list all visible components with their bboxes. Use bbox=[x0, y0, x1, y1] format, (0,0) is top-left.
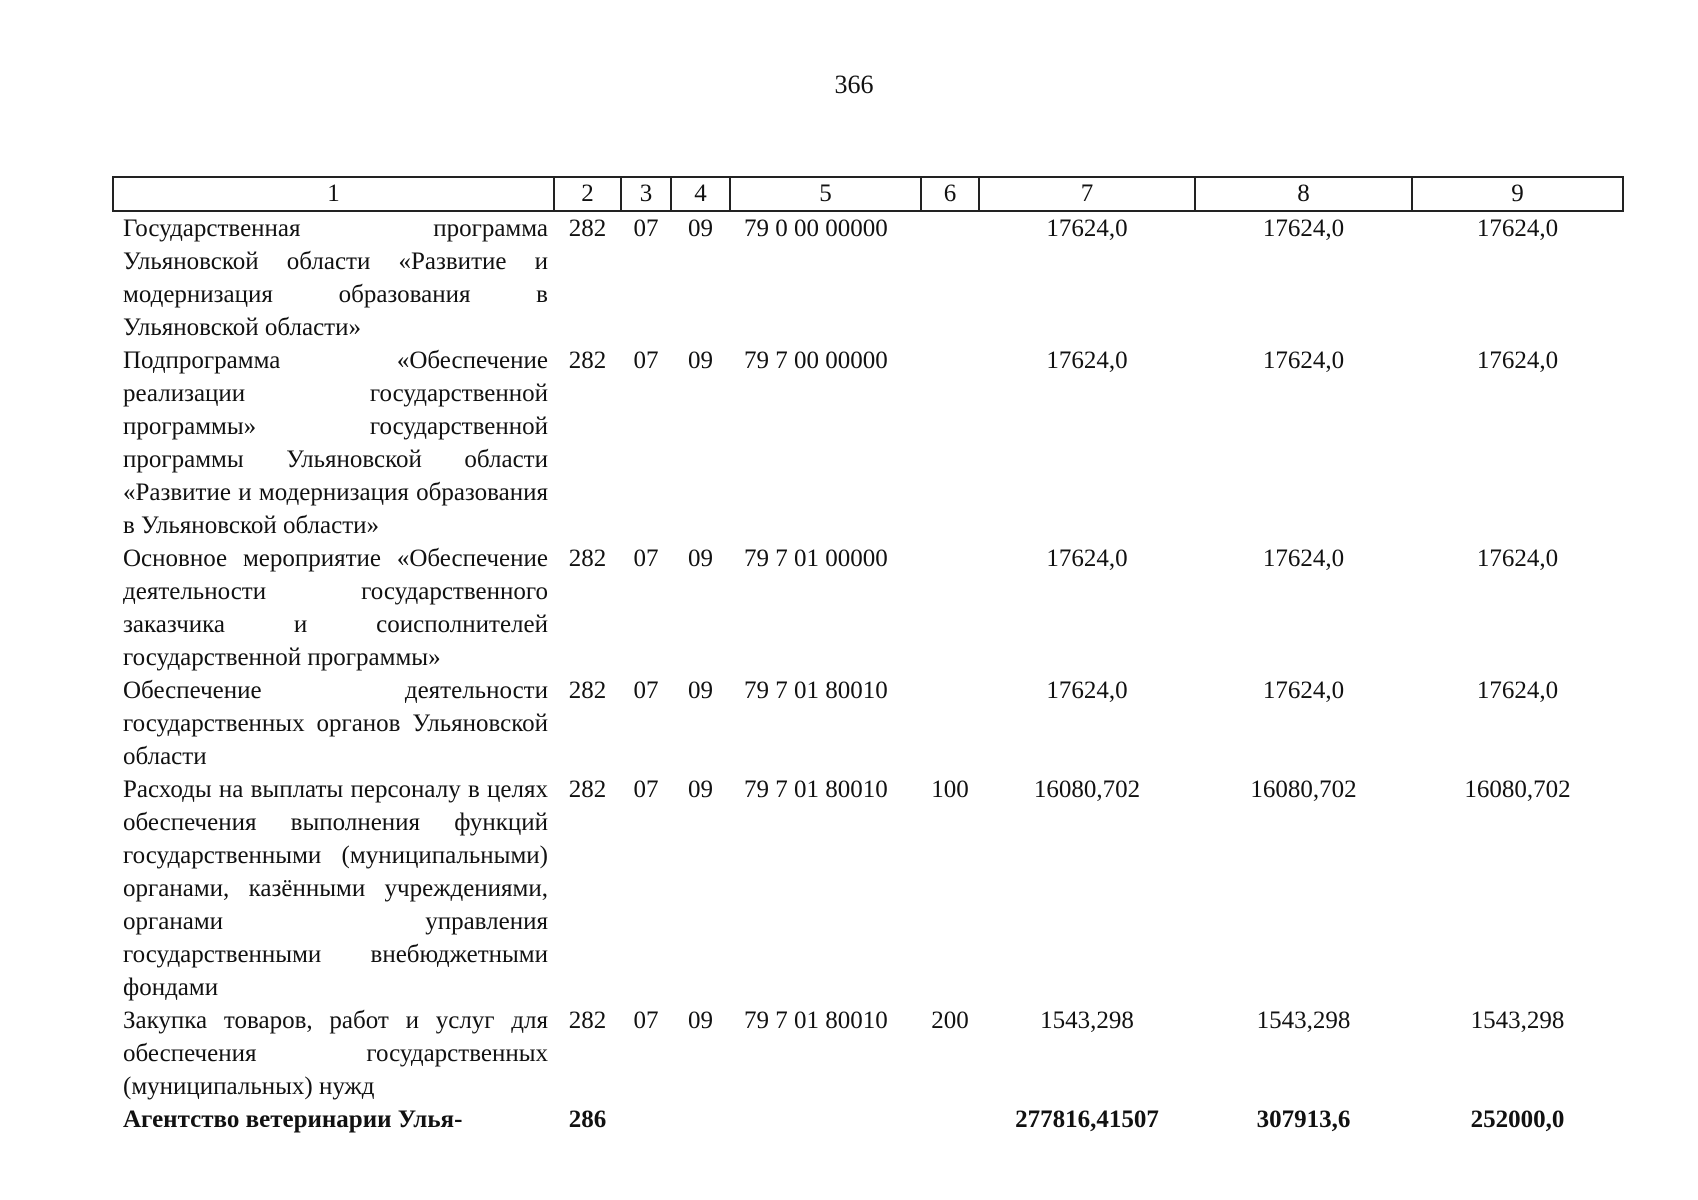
cell-amount-col9: 16080,702 bbox=[1464, 776, 1571, 803]
cell-expense-type bbox=[921, 344, 979, 542]
row-name: Государственная программа Ульяновской области «Развитие и модернизация образования в Ульяновской области» bbox=[123, 215, 548, 341]
cell-target-article: 79 7 00 00000 bbox=[744, 347, 888, 374]
cell-expense-type bbox=[921, 674, 979, 773]
cell-amount-col7: 17624,0 bbox=[1046, 545, 1128, 572]
table-row bbox=[113, 674, 1623, 773]
cell-amount-col8: 17624,0 bbox=[1262, 215, 1345, 242]
cell-amount-col7: 16080,702 bbox=[1033, 776, 1141, 803]
cell-amount-col8: 16080,702 bbox=[1250, 776, 1357, 803]
cell-subsection: 09 bbox=[688, 776, 713, 803]
cell-subsection: 09 bbox=[688, 347, 713, 374]
cell-subsection: 09 bbox=[688, 545, 713, 572]
table-row bbox=[113, 211, 1623, 344]
row-name: Агентство ветеринарии Улья- bbox=[123, 1106, 463, 1133]
budget-table bbox=[112, 176, 1624, 1136]
column-header: 8 bbox=[1195, 177, 1412, 211]
table-row bbox=[113, 1103, 1623, 1136]
cell-ministry-code: 286 bbox=[568, 1106, 607, 1133]
table-row bbox=[113, 773, 1623, 1004]
cell-expense-type bbox=[921, 211, 979, 344]
column-header: 1 bbox=[113, 177, 554, 211]
row-name: Обеспечение деятельности государственных органов Ульяновской области bbox=[123, 677, 548, 770]
cell-amount-col7: 277816,41507 bbox=[1015, 1106, 1159, 1133]
cell-ministry-code: 282 bbox=[568, 545, 607, 572]
cell-amount-col8: 17624,0 bbox=[1262, 677, 1345, 704]
row-name: Основное мероприятие «Обеспечение деятельности государственного заказчика и соисполнителей государственной программы» bbox=[123, 545, 548, 671]
column-header: 2 bbox=[554, 177, 621, 211]
cell-section bbox=[621, 1103, 671, 1136]
cell-section: 07 bbox=[633, 215, 659, 242]
cell-expense-type bbox=[921, 542, 979, 674]
cell-target-article bbox=[730, 1103, 921, 1136]
cell-amount-col9: 252000,0 bbox=[1470, 1106, 1565, 1133]
table-row bbox=[113, 1004, 1623, 1103]
column-header: 7 bbox=[979, 177, 1195, 211]
cell-expense-type: 200 bbox=[931, 1007, 969, 1034]
cell-target-article: 79 7 01 00000 bbox=[744, 545, 888, 572]
cell-section: 07 bbox=[633, 776, 659, 803]
cell-amount-col8: 17624,0 bbox=[1262, 545, 1345, 572]
cell-section: 07 bbox=[633, 1007, 659, 1034]
cell-amount-col9: 1543,298 bbox=[1470, 1007, 1565, 1034]
cell-ministry-code: 282 bbox=[568, 1007, 607, 1034]
row-name: Расходы на выплаты персоналу в целях обеспечения выполнения функций государственными (муниципальными) органами, казёнными учреждениями, органами управления государственными внебюджетными фондами bbox=[123, 776, 548, 1001]
page-number: 366 bbox=[834, 70, 874, 99]
cell-amount-col8: 307913,6 bbox=[1256, 1106, 1351, 1133]
cell-amount-col7: 1543,298 bbox=[1040, 1007, 1134, 1034]
cell-amount-col8: 17624,0 bbox=[1262, 347, 1345, 374]
cell-expense-type: 100 bbox=[931, 776, 969, 803]
cell-ministry-code: 282 bbox=[568, 215, 607, 242]
cell-ministry-code: 282 bbox=[568, 347, 607, 374]
cell-section: 07 bbox=[633, 545, 659, 572]
cell-target-article: 79 0 00 00000 bbox=[744, 215, 888, 242]
cell-amount-col7: 17624,0 bbox=[1046, 215, 1128, 242]
cell-amount-col9: 17624,0 bbox=[1476, 347, 1559, 374]
column-header: 4 bbox=[671, 177, 730, 211]
cell-subsection: 09 bbox=[688, 1007, 713, 1034]
cell-ministry-code: 282 bbox=[568, 677, 607, 704]
table-header-row bbox=[113, 177, 1623, 211]
column-header: 5 bbox=[730, 177, 921, 211]
row-name: Подпрограмма «Обеспечение реализации государственной программы» государственной программы Ульяновской области «Развитие и модернизация образования в Ульяновской области» bbox=[123, 347, 548, 539]
cell-expense-type bbox=[921, 1103, 979, 1136]
cell-section: 07 bbox=[633, 677, 659, 704]
table-row bbox=[113, 542, 1623, 674]
column-header: 9 bbox=[1412, 177, 1623, 211]
column-header: 6 bbox=[921, 177, 979, 211]
cell-amount-col9: 17624,0 bbox=[1476, 677, 1559, 704]
row-name: Закупка товаров, работ и услуг для обеспечения государственных (муниципальных) нужд bbox=[123, 1007, 548, 1100]
cell-amount-col9: 17624,0 bbox=[1476, 215, 1559, 242]
cell-subsection: 09 bbox=[688, 677, 713, 704]
table-row bbox=[113, 344, 1623, 542]
cell-amount-col9: 17624,0 bbox=[1476, 545, 1559, 572]
cell-subsection: 09 bbox=[688, 215, 713, 242]
cell-ministry-code: 282 bbox=[568, 776, 607, 803]
column-header: 3 bbox=[621, 177, 671, 211]
cell-amount-col8: 1543,298 bbox=[1256, 1007, 1351, 1034]
cell-section: 07 bbox=[633, 347, 659, 374]
cell-target-article: 79 7 01 80010 bbox=[744, 776, 888, 803]
cell-amount-col7: 17624,0 bbox=[1046, 677, 1128, 704]
cell-amount-col7: 17624,0 bbox=[1046, 347, 1128, 374]
cell-target-article: 79 7 01 80010 bbox=[744, 1007, 888, 1034]
cell-target-article: 79 7 01 80010 bbox=[744, 677, 888, 704]
cell-subsection bbox=[671, 1103, 730, 1136]
